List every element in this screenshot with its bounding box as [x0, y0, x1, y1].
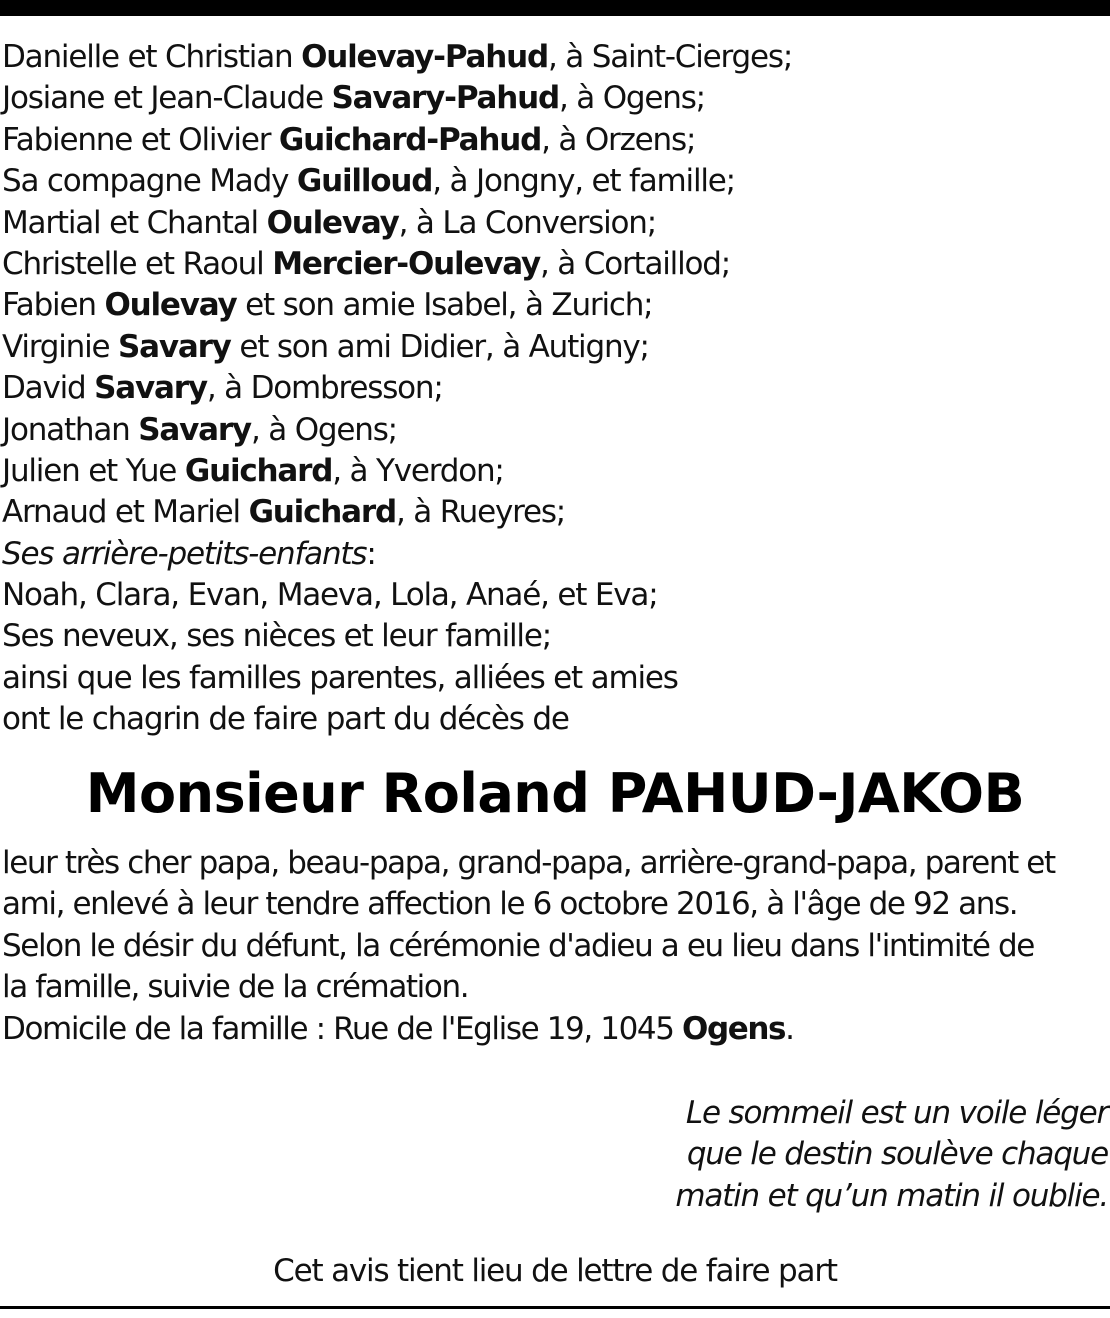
line-text: Virginie	[2, 328, 119, 365]
line-text: , à Orzens;	[541, 121, 696, 158]
domicile-line	[2, 1009, 1108, 1050]
family-name: Savary	[94, 370, 207, 407]
line-text: et son ami Didier, à Autigny;	[230, 328, 649, 365]
body-line: leur très cher papa, beau-papa, grand-papa, arrière-grand-papa, parent et	[2, 845, 1055, 881]
body-line: Selon le désir du défunt, la cérémonie d'adieu a eu lieu dans l'intimité de	[2, 927, 1034, 964]
great-grandchildren-names: Noah, Clara, Evan, Maeva, Lola, Anaé, et Eva;	[2, 577, 658, 614]
line-text: Domicile de la famille : Rue de l'Eglise 19, 1045	[2, 1010, 683, 1047]
line-text: , à Rueyres;	[395, 494, 566, 531]
family-name: Oulevay	[104, 287, 237, 324]
poem-line: matin et qu’un matin il oublie.	[675, 1177, 1108, 1214]
line-text: , à Cortaillod;	[540, 245, 730, 282]
family-line	[2, 78, 1108, 119]
closing-line: ont le chagrin de faire part du décès de	[2, 701, 569, 738]
family-name: Oulevay-Pahud	[301, 39, 548, 75]
line-text: Danielle et Christian	[2, 39, 302, 75]
body-line: ami, enlevé à leur tendre affection le 6 octobre 2016, à l'âge de 92 ans.	[2, 886, 1018, 923]
deceased-name: Monsieur Roland PAHUD-JAKOB	[85, 762, 1025, 825]
family-name: Guilloud	[296, 163, 433, 200]
family-line	[2, 327, 1108, 368]
line-text: , à Ogens;	[558, 80, 705, 117]
family-line	[2, 285, 1108, 326]
domicile-town: Ogens	[682, 1010, 786, 1047]
footer-note: Cet avis tient lieu de lettre de faire part	[273, 1253, 837, 1289]
line-text: Arnaud et Mariel	[2, 494, 249, 531]
line-text: :	[366, 535, 376, 572]
family-list	[2, 37, 1108, 741]
great-grandchildren-heading	[2, 534, 1108, 575]
line-text: , à Saint-Cierges;	[547, 39, 793, 75]
family-line	[2, 120, 1108, 161]
line-text: , à Dombresson;	[206, 370, 443, 407]
family-line	[2, 203, 1108, 244]
poem-line: que le destin soulève chaque	[686, 1136, 1108, 1173]
family-name: Savary-Pahud	[331, 80, 559, 117]
family-name: Savary	[118, 328, 231, 365]
line-text: , à Ogens;	[250, 411, 397, 448]
poem-quote	[675, 1093, 1108, 1217]
great-grandchildren-label: Ses arrière-petits-enfants	[2, 535, 367, 572]
family-line	[2, 492, 1108, 533]
family-line	[2, 368, 1108, 409]
line-text: .	[785, 1010, 794, 1047]
family-name: Savary	[138, 411, 251, 448]
line-text: Martial et Chantal	[2, 204, 267, 241]
closing-line: ainsi que les familles parentes, alliées et amies	[2, 659, 678, 696]
family-name: Oulevay	[266, 204, 399, 241]
line-text: et son amie Isabel, à Zurich;	[236, 287, 653, 324]
family-line	[2, 161, 1108, 202]
family-name: Guichard	[184, 452, 333, 489]
line-text: , à La Conversion;	[398, 204, 656, 241]
line-text: Sa compagne Mady	[2, 163, 297, 200]
top-rule	[0, 0, 1110, 16]
bottom-rule	[0, 1306, 1110, 1309]
line-text: , à Yverdon;	[332, 452, 504, 489]
family-line	[2, 37, 1108, 78]
family-name: Mercier-Oulevay	[272, 245, 540, 282]
family-line	[2, 451, 1108, 492]
family-name: Guichard-Pahud	[278, 121, 542, 158]
line-text: Josiane et Jean-Claude	[2, 80, 332, 117]
family-line	[2, 244, 1108, 285]
poem-line: Le sommeil est un voile léger	[685, 1095, 1108, 1131]
line-text: Jonathan	[2, 411, 139, 448]
line-text: Fabienne et Olivier	[2, 121, 279, 158]
line-text: , à Jongny, et famille;	[432, 163, 735, 200]
family-name: Guichard	[248, 494, 396, 531]
body-line: la famille, suivie de la crémation.	[2, 969, 469, 1006]
closing-line: Ses neveux, ses nièces et leur famille;	[2, 618, 551, 655]
line-text: Christelle et Raoul	[2, 245, 273, 282]
line-text: Julien et Yue	[2, 452, 185, 489]
notice-body	[2, 843, 1108, 1050]
family-line	[2, 410, 1108, 451]
line-text: Fabien	[2, 287, 105, 324]
line-text: David	[2, 370, 95, 407]
